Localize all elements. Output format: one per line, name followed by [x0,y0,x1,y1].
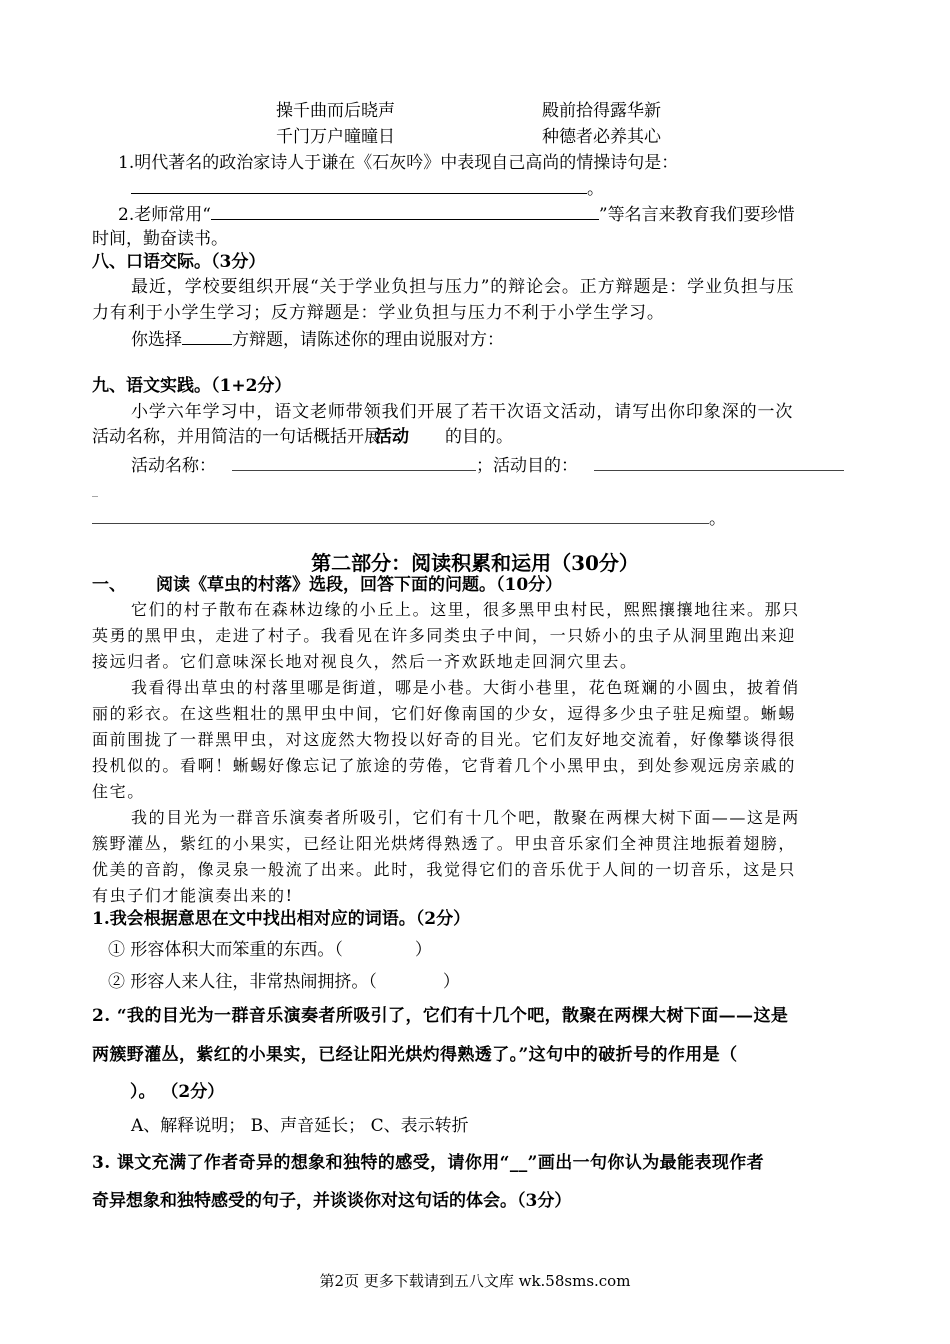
q1b-end: ） [442,972,460,992]
q3-line1-end: ”画出一句你认为最能表现作者 [527,1153,765,1173]
s7-answer-1-row [131,175,604,201]
s9-purpose-blank-2[interactable] [92,505,709,524]
part2-q-heading-text: 阅读《草虫的村落》选段，回答下面的问题。（10分） [156,575,563,595]
q3-blank: __ [509,1153,528,1173]
s9-purpose-blank[interactable] [594,452,844,471]
s9-para-line2-a: 活动名称，并用简洁的一句话概括开展 [92,427,381,447]
question-2-options: A、解释说明； B、声音延长； C、表示转折 [131,1116,469,1136]
s9-end-mark: 。 [709,509,726,529]
question-2-line2: 两簇野灌丛，紫红的小果实，已经让阳光烘灼得熟透了。”这句中的破折号的作用是（ [92,1045,738,1065]
s9-para-line2-c: 的目的。 [445,427,513,447]
s7-answer-1-end: 。 [587,179,604,199]
question-3-line2: 奇异想象和独特感受的句子，并谈谈你对这句话的体会。（3分） [92,1191,572,1211]
poem-line2-right: 种德者必养其心 [542,127,661,147]
passage-p2-line1: 我看得出草虫的村落里哪是街道，哪是小巷。大街小巷里，花色斑斓的小圆虫，披着俏 [131,678,800,697]
section-8-heading: 八、口语交际。（3分） [92,252,266,272]
passage-p3-line3: 优美的音韵，像灵泉一般流了出来。此时，我觉得它们的音乐优于人间的一切音乐，这是只 [92,860,797,879]
passage-p1-line2: 英勇的黑甲虫，走进了村子。我看见在许多同类虫子中间，一只娇小的虫子从洞里跑出来迎 [92,626,797,645]
question-3-line1 [92,1151,764,1175]
s9-para-line2 [92,425,513,449]
s8-para-line2: 力有利于小学生学习；反方辩题是：学业负担与压力不利于小学生学习。 [92,303,665,323]
q1b-text: ② 形容人来人往，非常热闹拥挤。（ [108,972,377,992]
s7-q2-end: ”等名言来教育我们要珍惜 [598,205,795,225]
passage-p2-line4: 投机似的。看啊！蜥蜴好像忘记了旅途的劳倦，它背着几个小黑甲虫，到处参观远房亲戚的 [92,756,797,775]
poem-line1-right: 殿前拾得露华新 [542,101,661,121]
s9-dash: _ [92,483,98,497]
s7-question-2 [118,201,795,227]
passage-p2-line3: 面前围拢了一群黑甲虫，对这庞然大物投以好奇的目光。它们友好地交流着，好像攀谈得很 [92,730,797,749]
question-1-heading: 1.我会根据意思在文中找出相对应的词语。（2分） [92,909,471,929]
question-2-line3: ）。 （2分） [130,1082,225,1102]
passage-p3-line2: 簇野灌丛，紫红的小果实，已经让阳光烘烤得熟透了。甲虫音乐家们全神贯注地振着翅膀， [92,834,797,853]
passage-p3-line1: 我的目光为一群音乐演奏者所吸引，它们有十几个吧，散聚在两棵大树下面——这是两 [131,808,800,827]
q3-line1-start: 3. 课文充满了作者奇异的想象和独特的感受，请你用“ [92,1153,510,1173]
q1a-end: ） [414,940,432,960]
passage-p1-line3: 接远归者。它们意味深长地对视良久，然后一齐欢跃地走回洞穴里去。 [92,652,638,671]
page-footer: 第2页 更多下载请到五八文库 wk.58sms.com [319,1272,631,1290]
s9-activity-row [131,452,844,478]
question-1a-row [108,938,432,962]
passage-p2-line2: 丽的彩衣。在这些粗壮的黑甲虫中间，它们好像南国的少女，逗得多少虫子驻足痴望。蜥蜴 [92,704,797,723]
s8-side-blank[interactable] [182,326,232,345]
section-9-heading: 九、语文实践。（1+2分） [92,376,292,396]
part2-q-heading-num: 一、 [92,575,126,595]
passage-p3-line4: 有虫子们才能演奏出来的! [92,886,294,905]
s8-para-line1: 最近，学校要组织开展“关于学业负担与压力”的辩论会。正方辩题是：学业负担与压 [131,277,795,297]
poem-line1-left: 操千曲而后晓声 [276,101,395,121]
part-2-title: 第二部分：阅读积累和运用（30分） [311,551,639,575]
s7-answer-2-blank[interactable] [211,201,599,220]
s7-q2-line2: 时间，勤奋读书。 [92,229,228,249]
s7-answer-1-blank[interactable] [131,175,587,194]
s7-q2-start: 2.老师常用“ [118,205,211,225]
question-1b-row [108,970,460,994]
s7-question-1: 1.明代著名的政治家诗人于谦在《石灰吟》中表现自己高尚的情操诗句是： [118,153,679,173]
s9-name-blank[interactable] [232,452,476,471]
s9-purpose-row2 [92,505,726,531]
s9-para-line2-b: 活动 [375,427,409,447]
question-2-line1: 2. “我的目光为一群音乐演奏者所吸引了，它们有十几个吧，散聚在两棵大树下面——这是 [92,1006,789,1026]
s8-choose-row [131,326,504,352]
s8-choose-start: 你选择 [131,330,182,350]
s9-para-line1: 小学六年学习中，语文老师带领我们开展了若干次语文活动，请写出你印象深的一次 [131,402,794,422]
s9-purpose-label: ；活动目的： [476,456,578,476]
passage-p1-line1: 它们的村子散布在森林边缘的小丘上。这里，很多黑甲虫村民，熙熙攘攘地往来。那只 [131,600,800,619]
s9-name-label: 活动名称： [131,456,216,476]
poem-line2-left: 千门万户曈曈日 [276,127,395,147]
s8-choose-end: 方辩题，请陈述你的理由说服对方： [232,330,504,350]
q1a-text: ① 形容体积大而笨重的东西。（ [108,940,343,960]
part2-q-heading [92,573,562,597]
passage-p2-line5: 住宅。 [92,782,145,801]
